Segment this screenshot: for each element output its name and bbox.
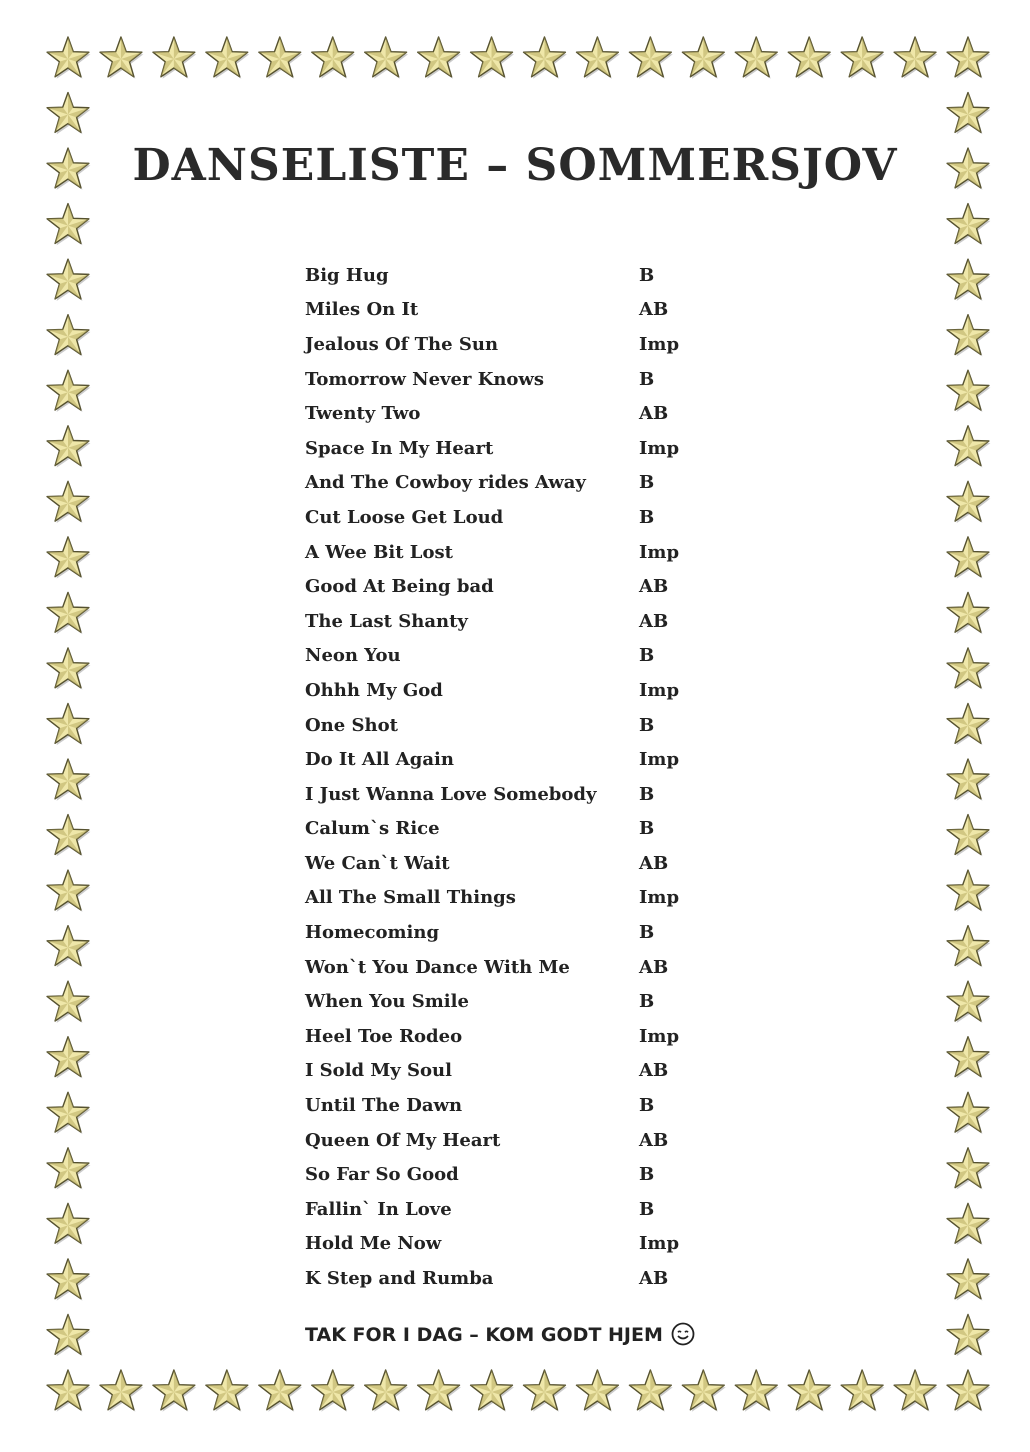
star-icon	[47, 259, 90, 301]
star-icon	[682, 37, 725, 79]
star-icon	[947, 981, 990, 1023]
dance-row	[305, 1054, 725, 1089]
star-icon	[576, 37, 619, 79]
song-title: We Can`t Wait	[305, 852, 450, 874]
dance-row	[305, 362, 725, 397]
dance-level: AB	[639, 610, 669, 632]
song-title: Until The Dawn	[305, 1095, 463, 1117]
star-icon	[894, 1370, 937, 1412]
star-icon	[524, 1370, 567, 1412]
star-icon	[47, 815, 90, 857]
star-icon	[947, 870, 990, 912]
song-title: Tomorrow Never Knows	[305, 368, 545, 390]
dance-level: AB	[639, 299, 669, 321]
star-icon	[947, 1092, 990, 1134]
song-title: Queen Of My Heart	[305, 1129, 501, 1151]
dance-row	[305, 950, 725, 985]
dance-level: AB	[639, 956, 669, 978]
star-icon	[947, 37, 990, 79]
dance-level: B	[639, 1164, 655, 1186]
dance-row	[305, 569, 725, 604]
dance-row	[305, 1019, 725, 1054]
star-icon	[47, 1092, 90, 1134]
dance-level: Imp	[639, 541, 680, 563]
dance-row	[305, 396, 725, 431]
star-icon	[47, 648, 90, 690]
dance-level: Imp	[639, 1233, 680, 1255]
star-icon	[947, 704, 990, 746]
song-title: The Last Shanty	[305, 610, 468, 632]
dance-level: AB	[639, 403, 669, 425]
dance-row	[305, 1088, 725, 1123]
star-icon	[947, 93, 990, 135]
song-title: Hold Me Now	[305, 1233, 442, 1255]
star-icon	[947, 481, 990, 523]
song-title: Heel Toe Rodeo	[305, 1025, 463, 1047]
dance-row	[305, 327, 725, 362]
dance-level: B	[639, 991, 655, 1013]
song-title: Good At Being bad	[305, 576, 494, 598]
dance-level: B	[639, 818, 655, 840]
dance-row	[305, 742, 725, 777]
star-icon	[259, 1370, 302, 1412]
star-icon	[100, 37, 143, 79]
star-icon	[47, 370, 90, 412]
star-icon	[682, 1370, 725, 1412]
dance-list	[305, 258, 725, 1296]
song-title: Calum`s Rice	[305, 818, 440, 840]
page-title: DANSELISTE – SOMMERSJOV	[132, 140, 898, 191]
star-icon	[947, 815, 990, 857]
star-icon	[947, 759, 990, 801]
star-icon	[841, 1370, 884, 1412]
dance-level: B	[639, 1198, 655, 1220]
star-icon	[47, 315, 90, 357]
star-icon	[153, 37, 196, 79]
dance-level: Imp	[639, 1025, 680, 1047]
star-icon	[47, 926, 90, 968]
dance-row	[305, 604, 725, 639]
star-icon	[47, 1259, 90, 1301]
song-title: Won`t You Dance With Me	[305, 956, 570, 978]
dance-row	[305, 466, 725, 501]
star-icon	[947, 259, 990, 301]
song-title: Do It All Again	[305, 749, 454, 771]
dance-row	[305, 1261, 725, 1296]
dance-level: Imp	[639, 887, 680, 909]
song-title: And The Cowboy rides Away	[305, 472, 586, 494]
star-icon	[365, 37, 408, 79]
star-icon	[47, 1203, 90, 1245]
song-title: Ohhh My God	[305, 679, 443, 701]
star-icon	[788, 1370, 831, 1412]
dance-level: B	[639, 714, 655, 736]
star-icon	[629, 37, 672, 79]
dance-level: Imp	[639, 679, 680, 701]
star-icon	[47, 1037, 90, 1079]
star-icon	[47, 204, 90, 246]
star-icon	[418, 37, 461, 79]
dance-level: AB	[639, 1060, 669, 1082]
dance-level: B	[639, 922, 655, 944]
dance-level: AB	[639, 1268, 669, 1290]
song-title: Big Hug	[305, 264, 389, 286]
dance-row	[305, 1192, 725, 1227]
song-title: When You Smile	[305, 991, 469, 1013]
song-title: So Far So Good	[305, 1164, 459, 1186]
star-icon	[947, 204, 990, 246]
dance-row	[305, 777, 725, 812]
star-icon	[735, 37, 778, 79]
song-title: I Sold My Soul	[305, 1060, 452, 1082]
dance-row	[305, 812, 725, 847]
footer-message	[305, 1322, 805, 1346]
star-icon	[100, 1370, 143, 1412]
star-icon	[47, 93, 90, 135]
song-title: Twenty Two	[305, 403, 421, 425]
star-icon	[947, 1370, 990, 1412]
song-title: Space In My Heart	[305, 437, 494, 459]
dance-level: B	[639, 645, 655, 667]
star-icon	[47, 592, 90, 634]
song-title: Fallin` In Love	[305, 1198, 452, 1220]
dance-row	[305, 673, 725, 708]
star-icon	[47, 537, 90, 579]
dance-level: Imp	[639, 437, 680, 459]
star-icon	[47, 1314, 90, 1356]
star-icon	[947, 1314, 990, 1356]
dance-row	[305, 915, 725, 950]
dance-level: B	[639, 783, 655, 805]
star-icon	[947, 1037, 990, 1079]
star-icon	[947, 315, 990, 357]
star-icon	[47, 481, 90, 523]
star-icon	[471, 37, 514, 79]
star-icon	[47, 704, 90, 746]
star-icon	[365, 1370, 408, 1412]
dance-row	[305, 1123, 725, 1158]
star-icon	[312, 37, 355, 79]
dance-row	[305, 258, 725, 293]
star-icon	[47, 759, 90, 801]
dance-level: AB	[639, 1129, 669, 1151]
star-icon	[894, 37, 937, 79]
song-title: A Wee Bit Lost	[305, 541, 453, 563]
star-icon	[576, 1370, 619, 1412]
dance-level: Imp	[639, 333, 680, 355]
star-icon	[947, 926, 990, 968]
song-title: Homecoming	[305, 922, 440, 944]
star-icon	[259, 37, 302, 79]
star-icon	[47, 37, 90, 79]
star-icon	[947, 426, 990, 468]
star-icon	[947, 1259, 990, 1301]
star-icon	[206, 1370, 249, 1412]
star-icon	[947, 648, 990, 690]
footer-text: TAK FOR I DAG – KOM GODT HJEM	[305, 1324, 663, 1346]
song-title: Cut Loose Get Loud	[305, 506, 504, 528]
star-icon	[47, 981, 90, 1023]
song-title: Jealous Of The Sun	[305, 333, 499, 355]
dance-level: Imp	[639, 749, 680, 771]
dance-level: B	[639, 368, 655, 390]
dance-level: B	[639, 264, 655, 286]
star-icon	[788, 37, 831, 79]
song-title: Miles On It	[305, 299, 419, 321]
star-icon	[841, 37, 884, 79]
dance-row	[305, 535, 725, 570]
song-title: All The Small Things	[305, 887, 516, 909]
star-icon	[947, 1203, 990, 1245]
star-icon	[47, 426, 90, 468]
star-icon	[947, 370, 990, 412]
star-icon	[418, 1370, 461, 1412]
song-title: Neon You	[305, 645, 401, 667]
star-icon	[47, 1370, 90, 1412]
star-icon	[47, 1148, 90, 1190]
song-title: I Just Wanna Love Somebody	[305, 783, 597, 805]
dance-row	[305, 431, 725, 466]
star-icon	[153, 1370, 196, 1412]
dance-row	[305, 846, 725, 881]
star-icon	[947, 592, 990, 634]
dance-row	[305, 639, 725, 674]
star-icon	[629, 1370, 672, 1412]
star-icon	[947, 537, 990, 579]
dance-row	[305, 984, 725, 1019]
star-icon	[312, 1370, 355, 1412]
song-title: One Shot	[305, 714, 398, 736]
dance-row	[305, 1157, 725, 1192]
star-icon	[47, 870, 90, 912]
dance-level: AB	[639, 852, 669, 874]
star-icon	[947, 1148, 990, 1190]
dance-level: B	[639, 506, 655, 528]
dance-row	[305, 881, 725, 916]
star-icon	[206, 37, 249, 79]
dance-row	[305, 1227, 725, 1262]
star-icon	[471, 1370, 514, 1412]
star-icon	[524, 37, 567, 79]
dance-level: B	[639, 1095, 655, 1117]
dance-row	[305, 293, 725, 328]
song-title: K Step and Rumba	[305, 1268, 494, 1290]
star-icon	[735, 1370, 778, 1412]
dance-level: AB	[639, 576, 669, 598]
dance-row	[305, 500, 725, 535]
dance-row	[305, 708, 725, 743]
dance-level: B	[639, 472, 655, 494]
smiley-icon	[671, 1322, 695, 1346]
